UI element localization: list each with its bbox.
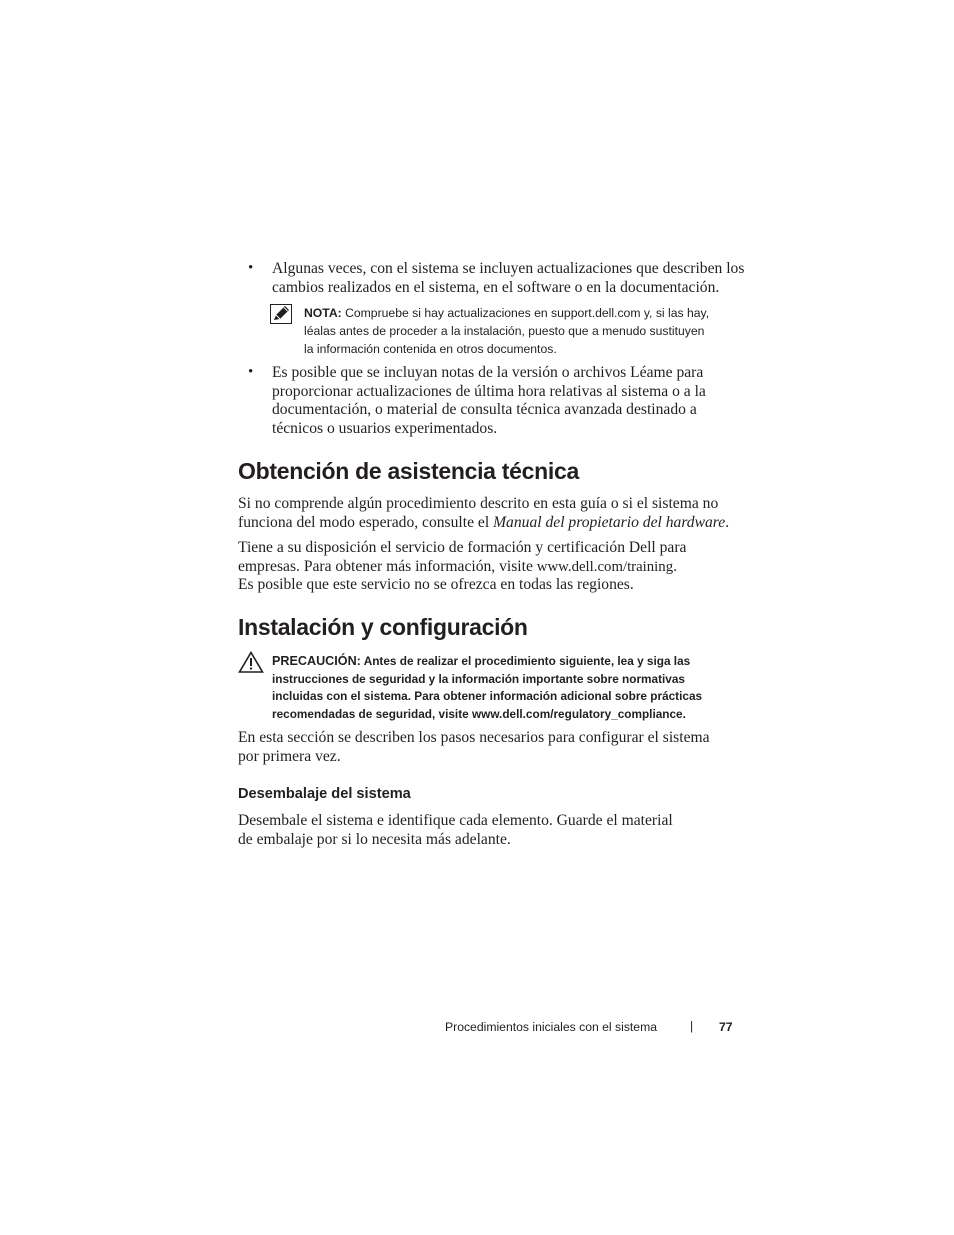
note-text: la información contenida en otros documentos.	[304, 342, 557, 356]
bullet-2-line: documentación, o material de consulta técnica avanzada destinado a	[272, 401, 697, 419]
bullet-1-line: cambios realizados en el sistema, en el software o en la documentación.	[272, 278, 720, 296]
note-block	[304, 304, 744, 358]
paragraph-line: Desembale el sistema e identifique cada elemento. Guarde el material	[238, 812, 673, 829]
training-link[interactable]: www.dell.com/training	[536, 558, 674, 575]
setup-paragraph-2	[238, 812, 748, 849]
paragraph-text: funciona del modo esperado, consulte el	[238, 513, 490, 531]
paragraph-line: Tiene a su disposición el servicio de formación y certificación Dell para	[238, 539, 687, 556]
bullet-2-line: Es posible que se incluyan notas de la versión o archivos Léame para	[272, 364, 704, 381]
caution-text: incluidas con el sistema. Para obtener información adicional sobre prácticas	[272, 689, 703, 704]
caution-text: recomendadas de seguridad, visite www.dell.com/regulatory_compliance.	[272, 706, 686, 721]
footer-title: Procedimientos iniciales con el sistema	[445, 1020, 658, 1034]
setup-paragraph-1	[238, 729, 748, 766]
note-pencil-icon	[270, 304, 292, 324]
caution-text: Antes de realizar el procedimiento siguiente, lea y siga las	[363, 654, 691, 668]
section-heading-setup: Instalación y configuración	[238, 614, 528, 640]
bullet-1-line: Algunas veces, con el sistema se incluyen actualizaciones que describen los	[272, 260, 745, 277]
support-paragraph-1	[238, 495, 748, 532]
manual-title: Manual del propietario del hardware	[493, 513, 726, 531]
caution-block	[272, 653, 742, 723]
page-number: 77	[719, 1020, 733, 1034]
bullet-marker: •	[248, 260, 254, 276]
note-text: léalas antes de proceder a la instalación, puesto que a menudo sustituyen	[304, 324, 705, 338]
paragraph-line: Es posible que este servicio no se ofrezca en todas las regiones.	[238, 576, 634, 594]
note-text: Compruebe si hay actualizaciones en	[345, 306, 548, 320]
subheading-unpacking: Desembalaje del sistema	[238, 786, 411, 802]
paragraph-line: Si no comprende algún procedimiento descrito en esta guía o si el sistema no	[238, 495, 719, 512]
paragraph-text: empresas. Para obtener más información, visite	[238, 557, 533, 575]
note-label: NOTA:	[304, 306, 342, 320]
paragraph-text: .	[673, 557, 677, 575]
footer-separator: |	[690, 1019, 694, 1033]
note-link[interactable]: support.dell.com	[551, 306, 641, 320]
bullet-2-line: proporcionar actualizaciones de última hora relativas al sistema o a la	[272, 382, 706, 400]
bullet-item-2	[272, 364, 752, 438]
caution-text: instrucciones de seguridad y la información importante sobre normativas	[272, 671, 685, 686]
caution-label: PRECAUCIÓN:	[272, 654, 361, 668]
paragraph-line: de embalaje por si lo necesita más adelante.	[238, 830, 511, 848]
paragraph-text: .	[725, 513, 730, 531]
section-heading-support: Obtención de asistencia técnica	[238, 458, 579, 484]
caution-triangle-icon	[238, 651, 264, 673]
bullet-item-1	[272, 260, 752, 297]
bullet-2-line: técnicos o usuarios experimentados.	[272, 419, 498, 437]
paragraph-line: por primera vez.	[238, 747, 341, 765]
support-paragraph-2	[238, 539, 748, 595]
paragraph-line: En esta sección se describen los pasos necesarios para configurar el sistema	[238, 729, 710, 746]
note-text: y, si las hay,	[643, 306, 710, 320]
bullet-marker: •	[248, 364, 254, 380]
